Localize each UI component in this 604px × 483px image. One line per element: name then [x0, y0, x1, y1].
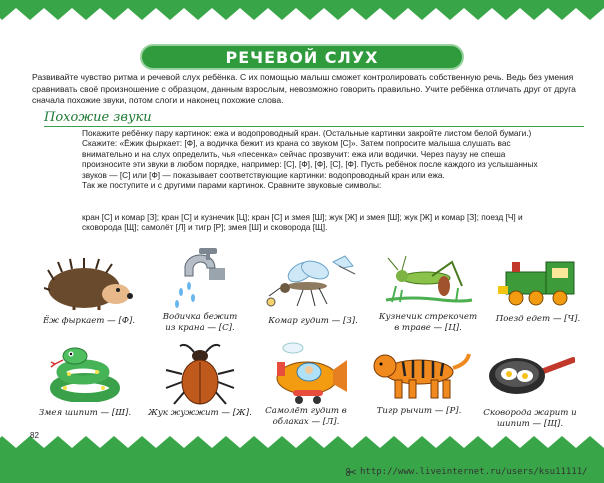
snake-icon	[45, 344, 125, 402]
top-zigzag-border	[0, 0, 604, 22]
card-faucet	[160, 246, 240, 334]
hedgehog-icon	[44, 258, 134, 310]
card-caption: Кузнечик стрекочет в траве — [Ц].	[378, 312, 478, 333]
card-caption: Поезд едет — [Ч].	[495, 314, 581, 324]
instructions-block	[82, 128, 552, 190]
faucet-icon	[165, 246, 235, 312]
card-frying-pan	[480, 350, 580, 430]
section-heading: Похожие звуки	[44, 110, 584, 127]
card-airplane	[256, 340, 356, 428]
instruction-paragraph: Так же поступите и с другими парами картинок. Сравните звуковые символы:	[82, 180, 382, 191]
card-caption: Водичка бежит из крана — [С].	[162, 312, 238, 333]
train-icon	[496, 258, 580, 308]
tiger-icon	[367, 348, 471, 400]
card-train	[490, 258, 586, 325]
beetle-icon	[160, 340, 240, 408]
card-caption: Тигр рычит — [Р].	[376, 406, 462, 416]
intro-paragraph: Развивайте чувство ритма и речевой слух ребёнка. С их помощью малыш сможет контролировать собственную речь. Ведь без умения сравнивать своё произношение с образцом, данным взрослым, невозможно говорить правильно. Учите ребёнка отличать друг от друга сначала похожие звуки, потом слоги и наконец похожие слова.	[32, 72, 576, 106]
watermark-scissors-icon	[346, 468, 356, 476]
card-caption: Змея шипит — [Ш].	[38, 408, 132, 418]
card-caption: Ёж фыркает — [Ф].	[42, 316, 136, 326]
title-banner	[140, 44, 464, 70]
instruction-paragraph: Покажите ребёнку пару картинок: ежа и водопроводный кран. (Остальные картинки закройте листом белой бумаги.) Скажите: «Ёжик фыркает: [Ф], а водичка бежит из крана со звуком [С]». Затем попросите малыша слушать вас внимательно и на слух определить, чья «песенка» сейчас прозвучит: ежа или водички. Через паузу не спеша произносите эти звуки в любом порядке, например: [С], [Ф], [Ф], [С], [Ф]. Пусть ребёнок после каждого из услышанных звуков — [С] или [Ф] — показывает соответствующие картинки: водопроводный кран или ежа.	[82, 128, 538, 180]
card-caption: Сковорода жарит и шипит — [Щ].	[483, 408, 577, 429]
airplane-icon	[263, 340, 349, 404]
page-number: 82	[30, 431, 39, 440]
card-grasshopper	[378, 256, 478, 334]
card-tiger	[364, 348, 474, 417]
card-caption: Комар гудит — [З].	[268, 316, 358, 326]
mosquito-icon	[263, 252, 363, 310]
watermark-url: http://www.liveinternet.ru/users/ksu11111/	[360, 467, 588, 477]
card-mosquito	[258, 252, 368, 327]
card-caption: Жук жужжит — [Ж].	[148, 408, 252, 418]
grasshopper-icon	[382, 256, 474, 308]
card-caption: Самолёт гудит в облаках — [Л].	[265, 406, 347, 427]
card-beetle	[148, 340, 252, 419]
sound-pairs-text: кран [С] и комар [З]; кран [С] и кузнечик [Ц]; кран [С] и змея [Ш]; жук [Ж] и змея [Ш]; жук [Ж] и комар [З]; поезд [Ч] и сковорода [Щ]; самолёт [Л] и тигр [Р]; змея [Ш] и сковорода [Щ].	[82, 212, 523, 233]
card-hedgehog	[30, 258, 148, 327]
frying-pan-icon	[485, 350, 575, 398]
page-title: РЕЧЕВОЙ СЛУХ	[225, 47, 379, 67]
card-snake	[30, 344, 140, 419]
